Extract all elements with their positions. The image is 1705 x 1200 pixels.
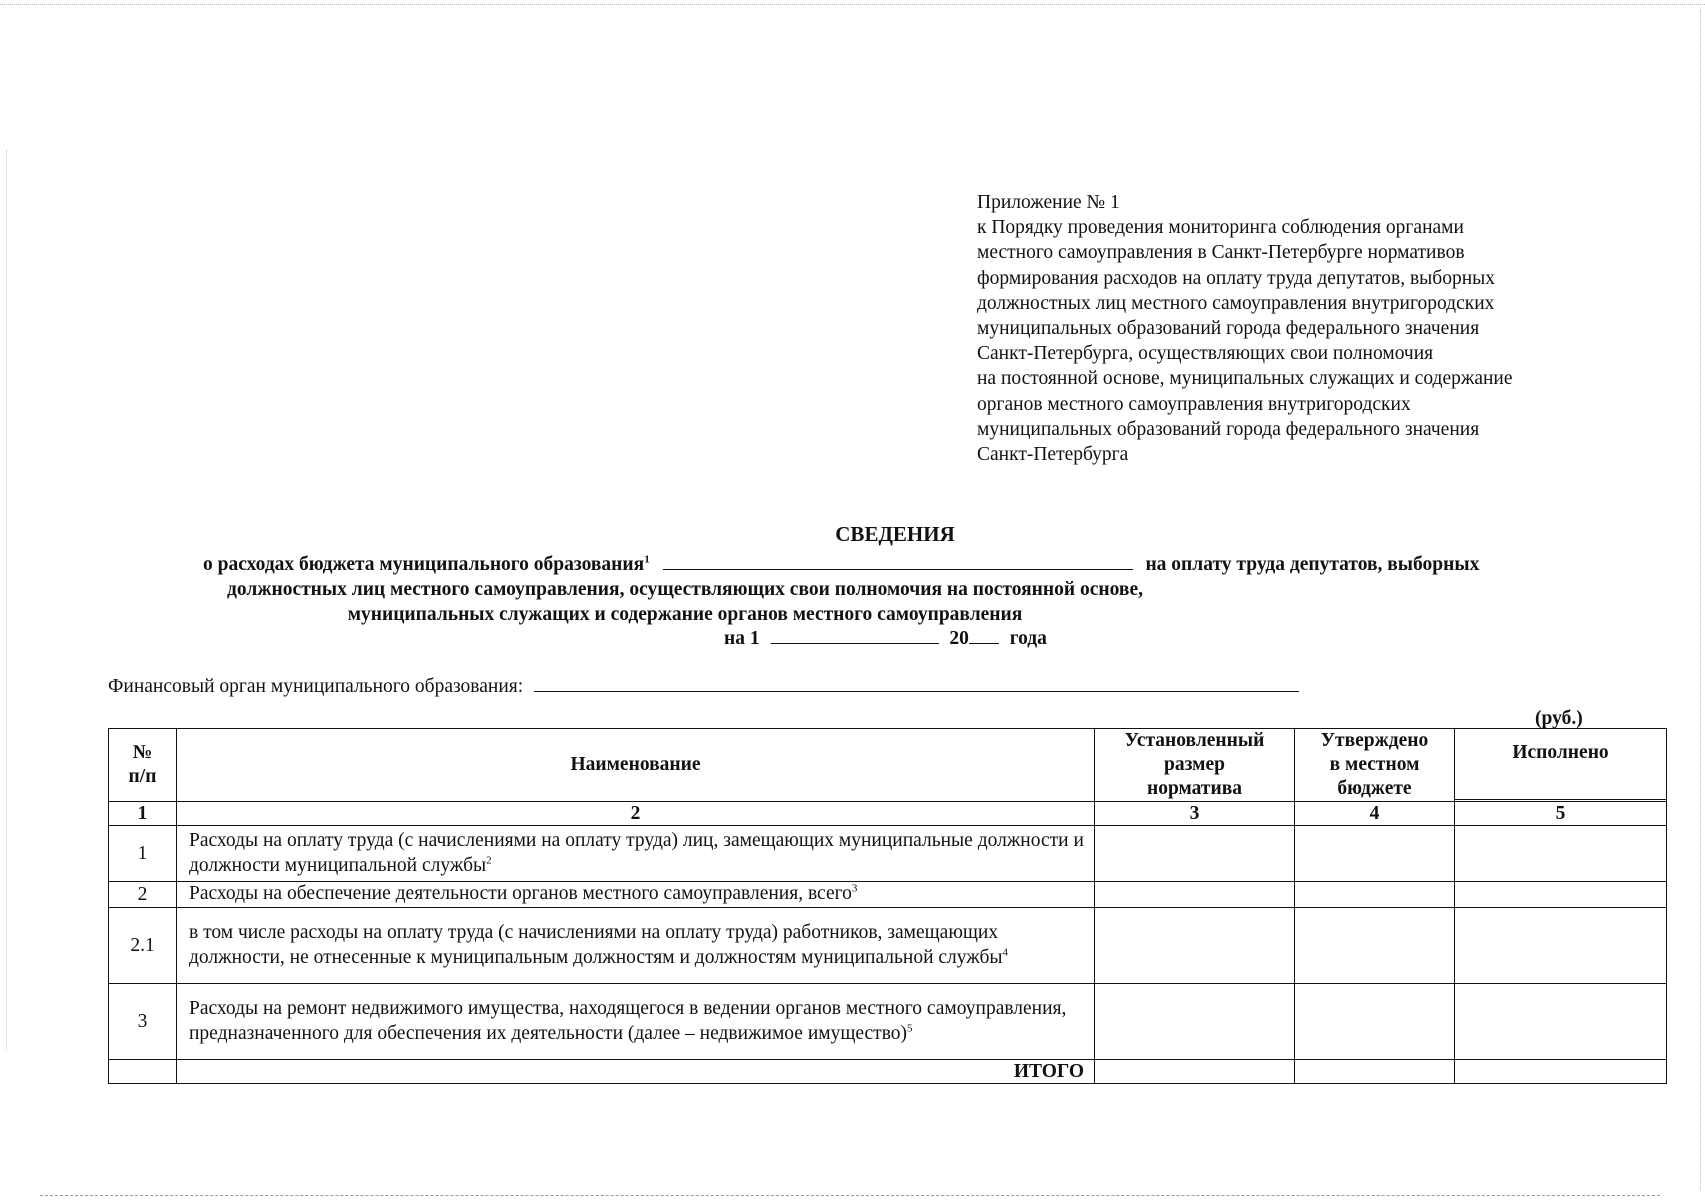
finance-body-label: Финансовый орган муниципального образования:: [108, 676, 524, 697]
cell-norm[interactable]: [1095, 984, 1295, 1060]
date-year-blank[interactable]: [969, 629, 999, 644]
appendix-line: Санкт-Петербурга, осуществляющих свои полномочия: [977, 343, 1434, 365]
appendix-block: [977, 190, 1697, 467]
finance-body-line: [108, 676, 1299, 698]
appendix-line: местного самоуправления в Санкт-Петербурге нормативов: [977, 242, 1465, 264]
footnote-ref: 3: [851, 882, 858, 895]
appendix-line: на постоянной основе, муниципальных служащих и содержание: [977, 368, 1513, 390]
cell-executed[interactable]: [1455, 882, 1667, 908]
footnote-ref: 2: [486, 854, 492, 866]
row-number: 3: [109, 984, 177, 1060]
column-index-row: [109, 802, 1667, 826]
row-number: 2.1: [109, 908, 177, 984]
col-index-1: 1: [109, 802, 177, 826]
appendix-line: органов местного самоуправления внутригородских: [977, 393, 1411, 415]
total-label: ИТОГО: [177, 1060, 1095, 1084]
row-name: [177, 908, 1095, 984]
footnote-ref: 1: [644, 553, 650, 566]
cell-executed[interactable]: [1455, 826, 1667, 882]
date-year-prefix: 20: [949, 628, 969, 649]
date-prefix: на 1: [724, 628, 760, 649]
col-index-5: 5: [1455, 802, 1667, 826]
total-approved[interactable]: [1295, 1060, 1455, 1084]
date-month-blank[interactable]: [771, 629, 939, 644]
col-index-4: 4: [1295, 802, 1455, 826]
appendix-line: муниципальных образований города федерального значения: [977, 318, 1480, 340]
scan-edge-right: [1700, 10, 1701, 1190]
date-suffix: года: [1009, 628, 1047, 649]
appendix-line: формирования расходов на оплату труда депутатов, выборных: [977, 267, 1495, 289]
municipality-name-blank[interactable]: [663, 555, 1133, 570]
col-index-3: 3: [1095, 802, 1295, 826]
appendix-line: к Порядку проведения мониторинга соблюдения органами: [977, 217, 1464, 239]
cell-approved[interactable]: [1295, 826, 1455, 882]
table-row: [109, 826, 1667, 882]
header-executed: Исполнено: [1455, 729, 1667, 800]
total-executed[interactable]: [1455, 1060, 1667, 1084]
total-num-cell: [109, 1060, 177, 1084]
table-row: [109, 882, 1667, 908]
heading-line-2: должностных лиц местного самоуправления, осуществляющих свои полномочия на постоянной основе,: [227, 579, 1143, 600]
appendix-line: Приложение № 1: [977, 192, 1120, 213]
footnote-ref: 4: [1002, 946, 1009, 958]
expenses-table: [108, 728, 1667, 1084]
total-norm[interactable]: [1095, 1060, 1295, 1084]
cell-executed[interactable]: [1455, 908, 1667, 984]
heading-line-1-left: о расходах бюджета муниципального образования: [203, 554, 645, 575]
row-number: 2: [109, 882, 177, 908]
appendix-line: муниципальных образований города федерального значения: [977, 418, 1480, 440]
table-row: [109, 984, 1667, 1060]
row-name-text: Расходы на оплату труда (с начислениями на оплату труда) лиц, замещающих муниципальные должности и должности муниципальной службы: [189, 830, 1084, 876]
table-header-row: [109, 729, 1667, 800]
row-name-text: Расходы на ремонт недвижимого имущества, находящегося в ведении органов местного самоуправления, предназначенного для обеспечения их деятельности (далее – недвижимое имущество): [189, 998, 1067, 1044]
heading-line-3: муниципальных служащих и содержание органов местного самоуправления: [347, 604, 1023, 625]
cell-norm[interactable]: [1095, 882, 1295, 908]
scan-edge-top: [0, 4, 1705, 5]
table-row: [109, 908, 1667, 984]
row-name: [177, 984, 1095, 1060]
cell-approved[interactable]: [1295, 882, 1455, 908]
heading-line-1: [203, 554, 1479, 576]
cell-norm[interactable]: [1095, 908, 1295, 984]
cell-executed[interactable]: [1455, 984, 1667, 1060]
total-row: [109, 1060, 1667, 1084]
footnote-ref: 5: [907, 1022, 913, 1034]
row-number: 1: [109, 826, 177, 882]
row-name-text: в том числе расходы на оплату труда (с начислениями на оплату труда) работников, замещающих должности, не отнесенные к муниципальным должностям и должностям муниципальной службы: [189, 922, 1003, 968]
row-name-text: Расходы на обеспечение деятельности органов местного самоуправления, всего: [189, 883, 852, 905]
header-num: № п/п: [109, 729, 177, 802]
col-index-2: 2: [177, 802, 1095, 826]
appendix-line: Санкт-Петербурга: [977, 444, 1129, 466]
header-norm: Установленный размер норматива: [1095, 729, 1295, 802]
cell-approved[interactable]: [1295, 984, 1455, 1060]
scan-edge-bottom: [40, 1195, 1660, 1196]
header-approved: Утверждено в местном бюджете: [1295, 729, 1455, 802]
currency-unit: (руб.): [1535, 708, 1583, 729]
date-line: [724, 628, 1047, 650]
appendix-line: должностных лиц местного самоуправления внутригородских: [977, 292, 1495, 314]
finance-body-blank[interactable]: [534, 677, 1299, 692]
row-name: [177, 882, 1095, 908]
header-name: Наименование: [177, 729, 1095, 802]
document-title: СВЕДЕНИЯ: [835, 522, 955, 546]
cell-norm[interactable]: [1095, 826, 1295, 882]
row-name: [177, 826, 1095, 882]
cell-approved[interactable]: [1295, 908, 1455, 984]
heading-line-1-right: на оплату труда депутатов, выборных: [1145, 554, 1480, 575]
